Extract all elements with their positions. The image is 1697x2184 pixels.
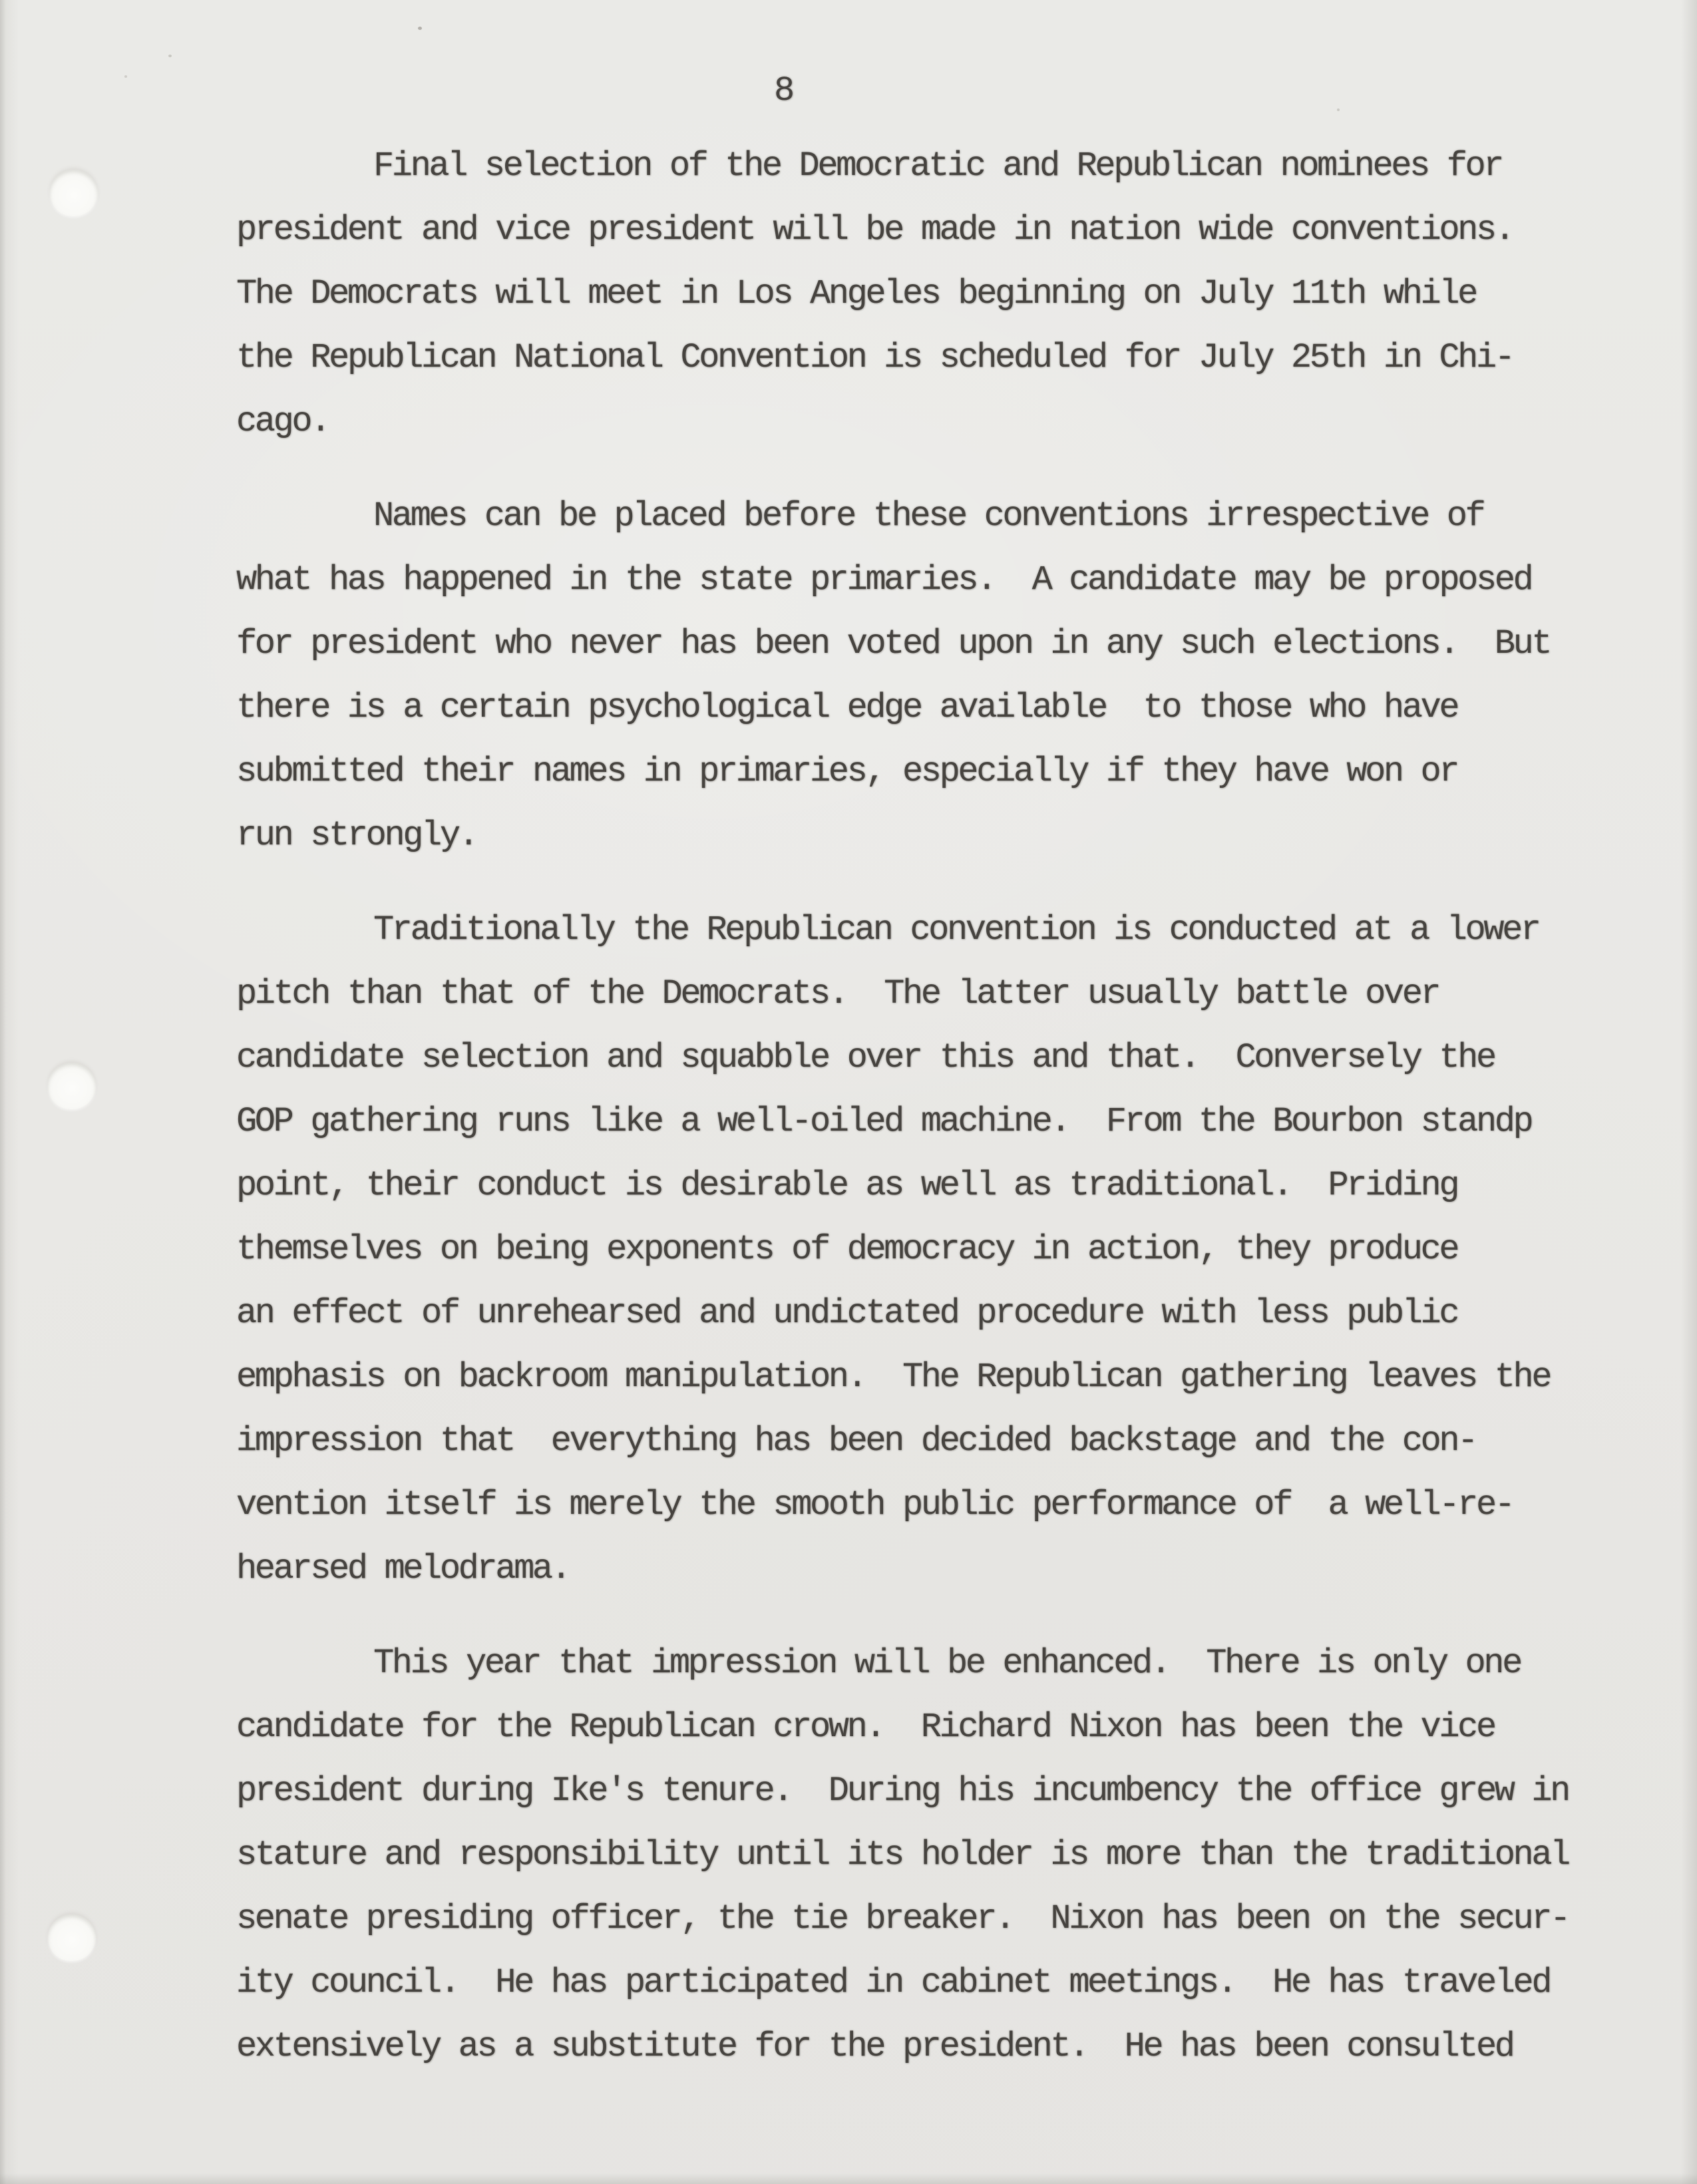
paragraph [236, 1632, 1614, 2079]
text-line: candidate for the Republican crown. Richard Nixon has been the vice [236, 1708, 1495, 1747]
text-line: point, their conduct is desirable as well as traditional. Priding [236, 1166, 1458, 1205]
paper-speck [124, 75, 127, 78]
punch-hole-top [50, 170, 98, 216]
text-line: This year that impression will be enhanced. There is only one [373, 1644, 1521, 1683]
text-line: what has happened in the state primaries. A candidate may be proposed [236, 560, 1532, 600]
text-line: hearsed melodrama. [236, 1549, 570, 1588]
text-line: candidate selection and squabble over this and that. Conversely the [236, 1038, 1495, 1077]
text-line: the Republican National Convention is scheduled for July 25th in Chi- [236, 338, 1513, 377]
paragraph [236, 898, 1614, 1601]
text-line: emphasis on backroom manipulation. The Republican gathering leaves the [236, 1358, 1551, 1397]
text-line: extensively as a substitute for the president. He has been consulted [236, 2027, 1513, 2066]
text-line: for president who never has been voted upon in any such elections. But [236, 624, 1551, 663]
paper-speck [1337, 108, 1340, 111]
paper-speck [418, 27, 422, 30]
text-line: Names can be placed before these conventions irrespective of [373, 496, 1484, 536]
text-line: impression that everything has been decided backstage and the con- [236, 1421, 1476, 1461]
punch-hole-middle [48, 1063, 96, 1109]
paragraph [236, 134, 1614, 454]
text-line: stature and responsibility until its holder is more than the traditional [236, 1835, 1569, 1875]
text-line: vention itself is merely the smooth public performance of a well-re- [236, 1485, 1513, 1525]
paper-left-edge-shadow [0, 0, 20, 2184]
text-line: The Democrats will meet in Los Angeles beginning on July 11th while [236, 274, 1476, 313]
text-line: GOP gathering runs like a well-oiled machine. From the Bourbon standp [236, 1102, 1532, 1141]
paper-right-edge-shadow [1677, 0, 1697, 2184]
paper-bottom-edge-shadow [0, 2172, 1697, 2184]
document-body-text [236, 134, 1614, 2109]
text-line: an effect of unrehearsed and undictated procedure with less public [236, 1294, 1458, 1333]
paragraph [236, 484, 1614, 868]
text-line: cago. [236, 402, 329, 441]
page-number: 8 [774, 71, 793, 110]
text-line: there is a certain psychological edge available to those who have [236, 688, 1458, 727]
text-line: president during Ike's tenure. During his incumbency the office grew in [236, 1771, 1569, 1811]
text-line: president and vice president will be made in nation wide conventions. [236, 210, 1513, 250]
text-line: Final selection of the Democratic and Republican nominees for [373, 146, 1503, 186]
text-line: pitch than that of the Democrats. The latter usually battle over [236, 974, 1439, 1013]
paper-speck [168, 55, 172, 57]
text-line: themselves on being exponents of democracy in action, they produce [236, 1230, 1458, 1269]
punch-hole-bottom [48, 1914, 96, 1961]
text-line: submitted their names in primaries, especially if they have won or [236, 752, 1458, 791]
text-line: run strongly. [236, 816, 477, 855]
text-line: senate presiding officer, the tie breaker. Nixon has been on the secur- [236, 1899, 1569, 1938]
text-line: Traditionally the Republican convention is conducted at a lower [373, 910, 1539, 950]
text-line: ity council. He has participated in cabinet meetings. He has traveled [236, 1963, 1551, 2002]
